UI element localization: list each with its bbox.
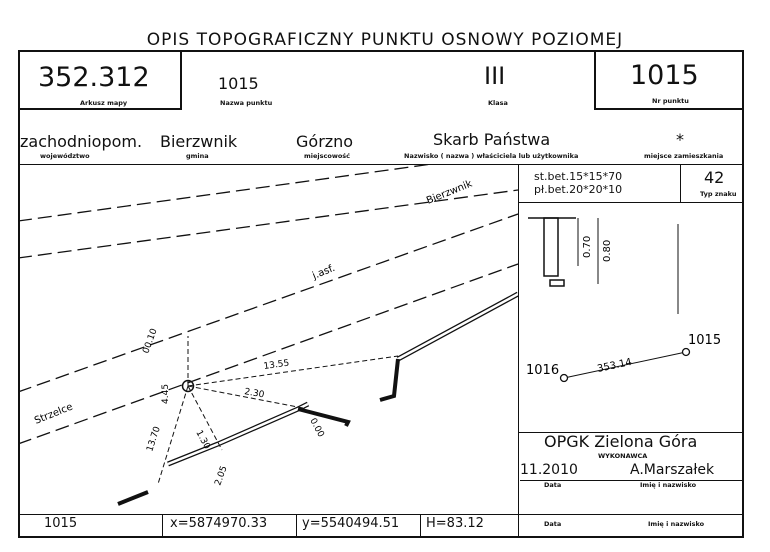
road-top-label: Bierzwnik	[425, 178, 474, 207]
type-divider	[680, 164, 681, 202]
footer-col-1	[162, 514, 163, 538]
distance-d2: 4.45	[161, 383, 171, 404]
situation-sketch	[18, 164, 518, 514]
owner-caption: Nazwisko ( nazwa ) właściciela lub użytkownika	[404, 152, 579, 160]
fence-end	[118, 492, 148, 504]
voivodeship-caption: województwo	[40, 152, 90, 160]
locality-caption: miejscowość	[304, 152, 351, 160]
residence-caption: miejsce zamieszkania	[644, 152, 724, 160]
reference-point-to	[683, 349, 690, 356]
company-caption: WYKONAWCA	[598, 452, 648, 460]
exec-date: 11.2010	[520, 462, 578, 478]
distance-d6: 1.30	[193, 428, 212, 452]
point-name-caption: Nazwa punktu	[220, 99, 273, 107]
commune: Bierzwnik	[160, 132, 238, 151]
document-title: OPIS TOPOGRAFICZNY PUNKTU OSNOWY POZIOMEJ	[146, 30, 624, 50]
exec-author-caption: Imię i nazwisko	[640, 481, 697, 489]
footer-col-3	[420, 514, 421, 538]
sketch-divider	[518, 164, 519, 538]
measure-d3	[188, 356, 398, 386]
marker-type-caption: Typ znaku	[700, 190, 737, 198]
marker-plate	[550, 280, 564, 286]
voivodeship: zachodniopom.	[20, 132, 143, 151]
sheet-caption: Arkusz mapy	[80, 99, 128, 107]
reference-from-label: 1016	[526, 363, 560, 378]
fence-upper-inner	[398, 294, 518, 359]
distance-d1: 00.10	[141, 327, 160, 356]
marker-type: 42	[704, 168, 725, 187]
point-number: 1015	[630, 60, 699, 91]
company: OPGK Zielona Góra	[544, 432, 698, 451]
distance-d4: 2.30	[243, 387, 265, 401]
marker-dim-outer: 0.80	[602, 239, 613, 262]
footer-point: 1015	[44, 516, 78, 531]
locality: Górzno	[296, 132, 354, 151]
marker-post	[544, 218, 558, 276]
road-edge-upper	[18, 164, 432, 221]
check-author-caption: Imię i nazwisko	[648, 520, 705, 528]
point-no-caption: Nr punktu	[652, 97, 689, 105]
fence-return	[380, 359, 398, 400]
fence-corner	[298, 409, 348, 426]
distance-d3: 13.55	[263, 358, 290, 372]
distance-d7: 0.00	[307, 416, 326, 440]
footer-y: y=5540494.51	[302, 516, 400, 531]
marker-spec-2: pł.bet.20*20*10	[534, 183, 623, 196]
exec-author: A.Marszałek	[630, 462, 715, 478]
marker-spec-1: st.bet.15*15*70	[534, 170, 623, 183]
distance-d5: 13.70	[145, 425, 163, 453]
spec-divider	[518, 202, 744, 203]
reference-distance: 353.14	[596, 356, 633, 375]
marker-dim-inner: 0.70	[582, 235, 593, 258]
owner: Skarb Państwa	[433, 130, 551, 149]
exec-date-caption: Data	[544, 481, 562, 489]
signature-line	[520, 480, 744, 481]
sheet-number: 352.312	[38, 62, 150, 93]
reference-point-from	[561, 375, 568, 382]
footer-col-2	[296, 514, 297, 538]
reference-to-label: 1015	[688, 333, 722, 348]
road-surface-label: j.asf.	[311, 262, 337, 282]
road-edge-bottom	[18, 264, 518, 444]
point-name: 1015	[218, 74, 259, 93]
distance-d8: 2.05	[213, 464, 230, 488]
road-bottom-label: Strzelce	[33, 401, 75, 427]
check-date-caption: Data	[544, 520, 562, 528]
point-class: III	[484, 62, 506, 90]
footer-h: H=83.12	[426, 516, 484, 531]
commune-caption: gmina	[186, 152, 209, 160]
reference-diagram	[520, 330, 744, 400]
fence-lower-inner	[168, 404, 308, 464]
footer-x: x=5874970.33	[170, 516, 268, 531]
footer-divider	[18, 514, 744, 515]
residence: *	[676, 130, 684, 149]
class-caption: Klasa	[488, 99, 508, 107]
